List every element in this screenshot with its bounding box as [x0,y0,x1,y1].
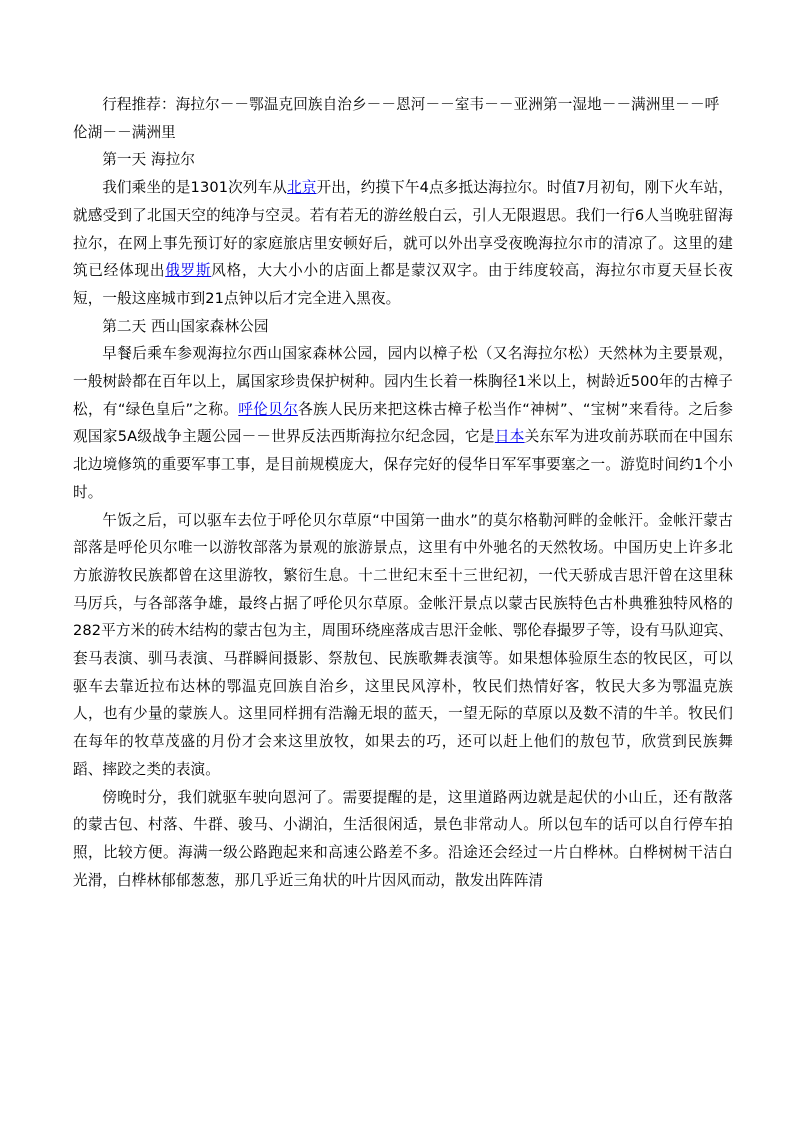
day1-text-part3: 风格，大大小小的店面上都是蒙汉双字。由于纬度较高，海拉尔市夏天昼长夜短，一般这座城市到21点钟以后才完全进入黑夜。 [73,262,733,307]
link-beijing[interactable]: 北京 [287,179,317,197]
day2-text-part1: 早餐后乘车参观海拉尔西山国家森林公园，园内以樟子松（又名海拉尔松）天然林为主要景观，一般树龄都在百年以上，属国家珍贵保护树种。园内生长着一株胸径1米以上，树龄近500年的古樟子松，有“绿色皇后”之称。 [73,345,733,418]
day2-paragraph-3: 傍晚时分，我们就驱车驶向恩河了。需要提醒的是，这里道路两边就是起伏的小山丘，还有散落的蒙古包、村落、牛群、骏马、小湖泊，生活很闲适，景色非常动人。所以包车的话可以自行停车拍照，比较方便。海满一级公路跑起来和高速公路差不多。沿途还会经过一片白桦林。白桦树树干洁白光滑，白桦林郁郁葱葱，那几乎近三角状的叶片因风而动，散发出阵阵清 [73,788,733,889]
day2-text-part3: 关东军为进攻前苏联而在中国东北边境修筑的重要军事工事，是目前规模庞大，保存完好的侵华日军军事要塞之一。游览时间约1个小时。 [73,428,734,501]
link-hulunbuir[interactable]: 呼伦贝尔 [238,400,299,418]
day2-paragraph-1 [73,340,733,506]
document-body [73,91,733,894]
link-japan[interactable]: 日本 [494,428,525,446]
day2-heading: 第二天 西山国家森林公园 [102,317,269,335]
link-russia[interactable]: 俄罗斯 [165,262,212,280]
itinerary-paragraph: 行程推荐：海拉尔－－鄂温克回族自治乡－－恩河－－室韦－－亚洲第一湿地－－满洲里－－呼伦湖－－满洲里 [73,96,720,141]
day1-text-part1: 我们乘坐的是1301次列车从 [102,179,288,197]
day1-heading: 第一天 海拉尔 [102,151,196,169]
day2-paragraph-2: 午饭之后，可以驱车去位于呼伦贝尔草原“中国第一曲水”的莫尔格勒河畔的金帐汗。金帐汗蒙古部落是呼伦贝尔唯一以游牧部落为景观的旅游景点，这里有中外驰名的天然牧场。中国历史上许多北方旅游牧民族都曾在这里游牧，繁衍生息。十二世纪末至十三世纪初，一代天骄成吉思汗曾在这里秣马厉兵，与各部落争雄，最终占据了呼伦贝尔草原。金帐汗景点以蒙古民族特色古朴典雅独特风格的282平方米的砖木结构的蒙古包为主，周围环绕座落成吉思汗金帐、鄂伦春撮罗子等，设有马队迎宾、套马表演、驯马表演、马群瞬间摄影、祭敖包、民族歌舞表演等。如果想体验原生态的牧民区，可以驱车去靠近拉布达林的鄂温克回族自治乡，这里民风淳朴，牧民们热情好客，牧民大多为鄂温克族人，也有少量的蒙族人。这里同样拥有浩瀚无垠的蓝天，一望无际的草原以及数不清的牛羊。牧民们在每年的牧草茂盛的月份才会来这里放牧，如果去的巧，还可以赶上他们的敖包节，欣赏到民族舞蹈、摔跤之类的表演。 [73,511,733,778]
day2-text-part2: 各族人民历来把这株古樟子松当作“神树”、“宝树”来看待。之后参观国家5A级战争主题公园－－世界反法西斯海拉尔纪念园，它是 [73,400,733,446]
day1-paragraph [73,174,733,313]
day1-text-part2: 开出，约摸下午4点多抵达海拉尔。时值7月初旬，刚下火车站，就感受到了北国天空的纯净与空灵。若有若无的游丝般白云，引人无限遐思。我们一行6人当晚驻留海拉尔，在网上事先预订好的家庭旅店里安顿好后，就可以外出享受夜晚海拉尔市的清凉了。这里的建筑已经体现出 [73,179,734,280]
